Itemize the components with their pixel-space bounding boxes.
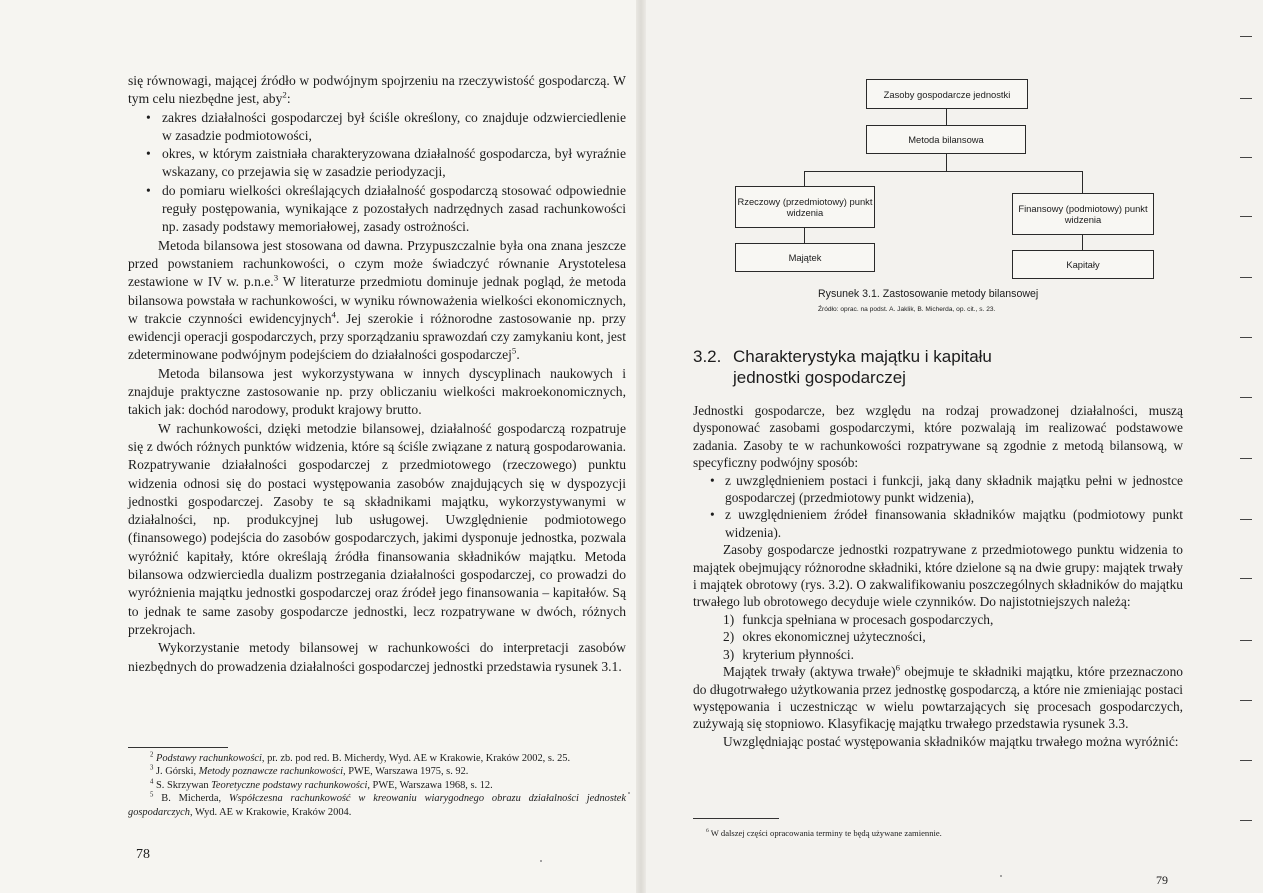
numbered-list	[693, 611, 1183, 663]
bullet-list	[693, 472, 1183, 542]
scan-edge-mark	[1240, 98, 1252, 99]
bullet-list	[128, 109, 626, 237]
list-item: 2) okres ekonomicznej użyteczności,	[723, 629, 926, 645]
scan-edge-mark	[1240, 458, 1252, 459]
left-body-text	[128, 72, 626, 676]
scan-edge-mark	[1240, 397, 1252, 398]
paragraph: Metoda bilansowa jest wykorzystywana w innych dyscyplinach naukowych i znajduje praktyczne zastosowanie np. przy obliczaniu wielkości makroekonomicznych, takich jak: dochód narodowy, produkt krajowy brutto.	[128, 365, 626, 418]
figure-caption: Rysunek 3.1. Zastosowanie metody bilansowej	[818, 288, 1039, 300]
scan-edge-mark	[1240, 640, 1252, 641]
paragraph: Jednostki gospodarcze, bez względu na rodzaj prowadzonej działalności, muszą dysponować zasobami gospodarczymi, które pozwalają im realizować podstawowe zadania. Zasoby te w rachunkowości rozpatrywane są zgodnie z metodą bilansową, w specyficzny podwójny sposób:	[693, 403, 1183, 471]
list-item: 3) kryterium płynności.	[723, 646, 854, 662]
footnote-rule	[128, 747, 228, 748]
paragraph: Wykorzystanie metody bilansowej w rachunkowości do interpretacji zasobów niezbędnych do prowadzenia działalności gospodarczej jednostki przedstawia rysunek 3.1.	[128, 640, 626, 674]
footnote: $^3$ J. Górski, Metody poznawcze rachunkowości, PWE, Warszawa 1975, s. 92.	[150, 764, 469, 778]
connector-line	[804, 171, 1083, 172]
footnote: $^5$ B. Micherda, Współczesna rachunkowość w kreowaniu wiarygodnego obrazu działalności jednostek gospodarczych, Wyd. AE w Krakowie, Kraków 2004.	[128, 791, 626, 818]
connector-line	[1082, 234, 1083, 250]
scan-edge-mark	[1240, 36, 1252, 37]
diagram-box-resources: Zasoby gospodarcze jednostki	[866, 79, 1028, 109]
page-number-left: 78	[136, 847, 150, 862]
diagram-box-material-view: Rzeczowy (przedmiotowy) punkt widzenia	[735, 186, 875, 228]
connector-line	[1082, 171, 1083, 193]
connector-line	[804, 171, 805, 186]
scan-edge-mark	[1240, 216, 1252, 217]
scan-edge-mark	[1240, 578, 1252, 579]
figure-source: Źródło: oprac. na podst. A. Jaklik, B. Micherda, op. cit., s. 23.	[818, 306, 996, 313]
scan-edge-mark	[1240, 277, 1252, 278]
connector-line	[946, 108, 947, 125]
scan-speck	[540, 860, 542, 862]
diagram-box-capital: Kapitały	[1012, 250, 1154, 279]
footnote: $^4$ S. Skrzywan Teoretyczne podstawy rachunkowości, PWE, Warszawa 1968, s. 12.	[150, 778, 493, 791]
scan-edge-mark	[1240, 760, 1252, 761]
list-item: • do pomiaru wielkości określających działalność gospodarczą stosować odpowiednie reguły postępowania, wynikające z pozostałych nadrzędnych zasad rachunkowości np. zasady podstawy memoriałowej, zasady ostrożności.	[162, 182, 626, 237]
section-title: Charakterystyka majątku i kapitału jednostki gospodarczej	[733, 347, 992, 387]
right-footnote: $^6$ W dalszej części opracowania terminy te będą używane zamiennie.	[706, 828, 942, 838]
scan-edge-mark	[1240, 820, 1252, 821]
paragraph: Metoda bilansowa jest stosowana od dawna. Przypuszczalnie była ona znana jeszcze przed powstaniem rachunkowości, o czym może świadczyć równanie Arystotelesa zestawione w IV w. p.n.e.$^3$ W literaturze przedmiotu dominuje jednak pogląd, że metoda bilansowa powstała w rachunkowości, w wyniku równoważenia wielkości ekonomicznych, w trakcie czynności ewidencyjnych$^4$. Jej szerokie i różnorodne zastosowanie np. przy ewidencji operacji gospodarczych, przy sporządzaniu sprawozdań czy zamykaniu kont, jest zdeterminowane podwójnym podejściem do działalności gospodarczej$^5$.	[128, 237, 626, 363]
scan-edge-mark	[1240, 337, 1252, 338]
paragraph: Majątek trwały (aktywa trwałe)$^6$ obejmuje te składniki majątku, które przeznaczono do długotrwałego użytkowania przez jednostkę gospodarczą, a które nie zmieniając postaci występowania i uczestnicząc w wielu powtarzających się procesach gospodarczych, zużywają się stopniowo. Klasyfikację majątku trwałego przedstawia rysunek 3.3.	[693, 662, 1183, 732]
page-number-right: 79	[1156, 873, 1168, 887]
connector-line	[804, 227, 805, 243]
footnote: $^2$ Podstawy rachunkowości, pr. zb. pod red. B. Micherdy, Wyd. AE w Krakowie, Kraków 2002, s. 25.	[150, 751, 571, 764]
section-heading	[693, 346, 1033, 388]
scan-speck	[1000, 875, 1002, 877]
paragraph: W rachunkowości, dzięki metodzie bilansowej, działalność gospodarczą rozpatruje się z dwóch różnych punktów widzenia, które są ściśle związane z naturą gospodarowania. Rozpatrywanie działalności gospodarczej z przedmiotowego (rzeczowego) punktu widzenia odnosi się do postaci występowania zasobów znajdujących się w dyspozycji jednostki gospodarczej. Zasoby te są składnikami majątku, wykorzystywanymi w działalności, np. produkcyjnej lub usługowej. Uwzględnienie podmiotowego (finansowego) podejścia do zasobów gospodarczych, jakimi dysponuje jednostka, pozwala wyróżnić kapitały, które określają źródła finansowania składników majątku. Metoda bilansowa odzwierciedla dualizm postrzegania działalności gospodarczej, co prowadzi do wyróżnienia majątku jednostki gospodarczej oraz źródeł jego finansowania – kapitałów. Są to jednak te same zasoby gospodarcze jednostki, lecz rozpatrywane w dwóch, różnych przekrojach.	[128, 420, 626, 637]
paragraph: Uwzględniając postać występowania składników majątku trwałego można wyróżnić:	[723, 733, 1179, 749]
section-number: 3.2.	[693, 347, 722, 366]
diagram-box-financial-view: Finansowy (podmiotowy) punkt widzenia	[1012, 193, 1154, 235]
diagram-box-assets: Majątek	[735, 243, 875, 272]
list-item: • okres, w którym zaistniała charakteryzowana działalność gospodarcza, był wyraźnie wskazany, co przejawia się w zasadzie periodyzacji,	[162, 145, 626, 182]
left-footnotes	[128, 752, 626, 819]
scan-edge-mark	[1240, 700, 1252, 701]
footnote-rule	[693, 818, 779, 819]
diagram-box-method: Metoda bilansowa	[866, 125, 1026, 154]
list-item: • z uwzględnieniem źródeł finansowania składników majątku (podmiotowy punkt widzenia).	[725, 506, 1183, 541]
scan-speck	[628, 792, 630, 794]
list-item: 1) funkcja spełniana w procesach gospodarczych,	[723, 611, 994, 627]
scan-edge-mark	[1240, 157, 1252, 158]
right-body-text	[693, 402, 1183, 750]
list-item: • z uwzględnieniem postaci i funkcji, jaką dany składnik majątku pełni w jednostce gospodarczej (przedmiotowy punkt widzenia),	[725, 472, 1183, 507]
connector-line	[946, 153, 947, 171]
paragraph: Zasoby gospodarcze jednostki rozpatrywane z przedmiotowego punktu widzenia to majątek obejmujący różnorodne składniki, które dzielone są na dwie grupy: majątek trwały i majątek obrotowy (rys. 3.2). O zakwalifikowaniu poszczególnych składników do majątku trwałego lub obrotowego decyduje wiele czynników. Do najistotniejszych należą:	[693, 542, 1183, 610]
paragraph: się równowagi, mającej źródło w podwójnym spojrzeniu na rzeczywistość gospodarczą. W tym celu niezbędne jest, aby$^2$:	[128, 73, 626, 107]
book-gutter	[636, 0, 646, 893]
list-item: • zakres działalności gospodarczej był ściśle określony, co znajduje odzwierciedlenie w zasadzie podmiotowości,	[162, 109, 626, 146]
scan-edge-mark	[1240, 519, 1252, 520]
